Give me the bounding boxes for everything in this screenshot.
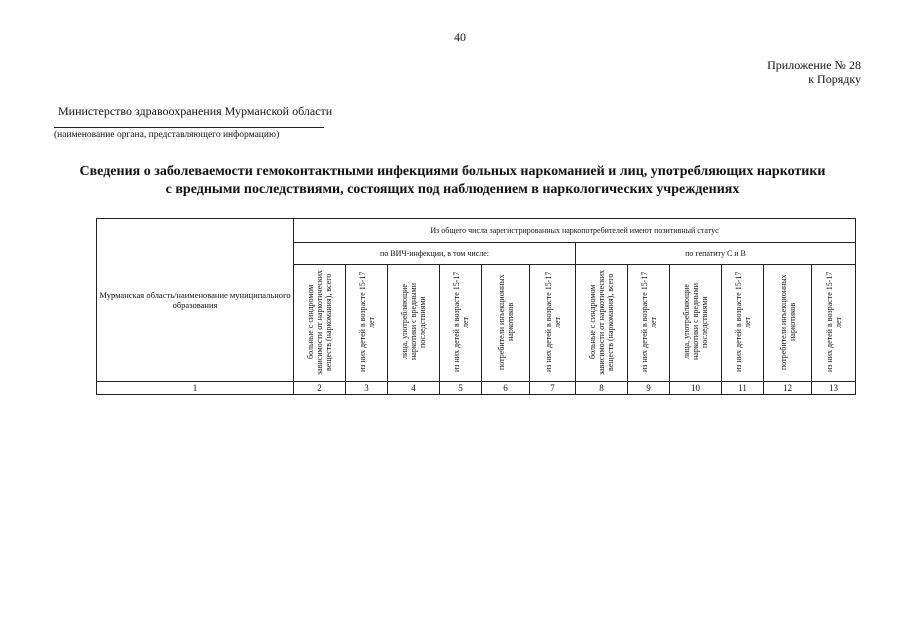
column-header-text: из них детей в возрасте 15-17 лет xyxy=(543,271,562,373)
column-header-text: из них детей в возрасте 15-17 лет xyxy=(733,271,752,373)
page-number: 40 xyxy=(454,30,466,44)
organization-caption: (наименование органа, представляющего информацию) xyxy=(54,130,280,140)
column-header-cell xyxy=(440,265,482,382)
organization-underline xyxy=(54,127,324,128)
column-number-cell: 6 xyxy=(482,382,530,395)
column-header-cell xyxy=(628,265,670,382)
column-header-text: потребители инъекционных наркотиков xyxy=(778,274,797,370)
column-header-cell xyxy=(346,265,388,382)
column-header-text: из них детей в возрасте 15-17 лет xyxy=(639,271,658,373)
column-header-cell xyxy=(812,265,856,382)
column-header-text: потребители инъекционных наркотиков xyxy=(496,274,515,370)
row-header-cell: Мурманская область/наименование муниципального образования xyxy=(97,219,294,382)
column-number-cell: 9 xyxy=(628,382,670,395)
title-line-2: с вредными последствиями, состоящих под наблюдением в наркологических учреждениях xyxy=(165,182,740,197)
column-number-cell: 12 xyxy=(764,382,812,395)
column-header-text: лица, употребляющие наркотики с вредными последствиями xyxy=(682,283,709,361)
subgroup-hepatitis-cell: по гепатиту С и В xyxy=(576,243,856,265)
column-header-cell xyxy=(764,265,812,382)
appendix-line-1: Приложение № 28 xyxy=(767,58,861,72)
column-number-cell: 10 xyxy=(670,382,722,395)
column-header-text: больные с синдромом зависимости от наркотических веществ (наркомания), всего xyxy=(588,269,615,375)
column-number-cell: 7 xyxy=(530,382,576,395)
column-header-text: больные с синдромом зависимости от наркотических веществ (наркомания), всего xyxy=(306,269,333,375)
column-header-cell xyxy=(722,265,764,382)
subgroup-hiv-cell: по ВИЧ-инфекции, в том числе: xyxy=(294,243,576,265)
column-header-cell xyxy=(530,265,576,382)
group-header-cell: Из общего числа зарегистрированных наркопотребителей имеют позитивный статус xyxy=(294,219,856,243)
column-number-cell: 8 xyxy=(576,382,628,395)
organization-name: Министерство здравоохранения Мурманской области xyxy=(58,104,333,118)
column-number-cell: 11 xyxy=(722,382,764,395)
column-header-text: из них детей в возрасте 15-17 лет xyxy=(357,271,376,373)
column-number-cell: 2 xyxy=(294,382,346,395)
column-header-cell xyxy=(670,265,722,382)
column-header-text: лица, употребляющие наркотики с вредными последствиями xyxy=(400,283,427,361)
appendix-line-2: к Порядку xyxy=(808,72,861,86)
document-title xyxy=(30,163,875,199)
column-number-cell: 4 xyxy=(388,382,440,395)
report-table xyxy=(96,218,856,395)
column-number-cell: 3 xyxy=(346,382,388,395)
column-header-cell xyxy=(294,265,346,382)
column-header-text: из них детей в возрасте 15-17 лет xyxy=(824,271,843,373)
column-header-text: из них детей в возрасте 15-17 лет xyxy=(451,271,470,373)
column-number-cell: 1 xyxy=(97,382,294,395)
column-number-cell: 5 xyxy=(440,382,482,395)
column-header-cell xyxy=(576,265,628,382)
column-header-cell xyxy=(388,265,440,382)
appendix-reference xyxy=(767,58,861,86)
column-header-cell xyxy=(482,265,530,382)
column-number-cell: 13 xyxy=(812,382,856,395)
title-line-1: Сведения о заболеваемости гемоконтактными инфекциями больных наркоманией и лиц, употребляющих наркотики xyxy=(79,164,826,179)
